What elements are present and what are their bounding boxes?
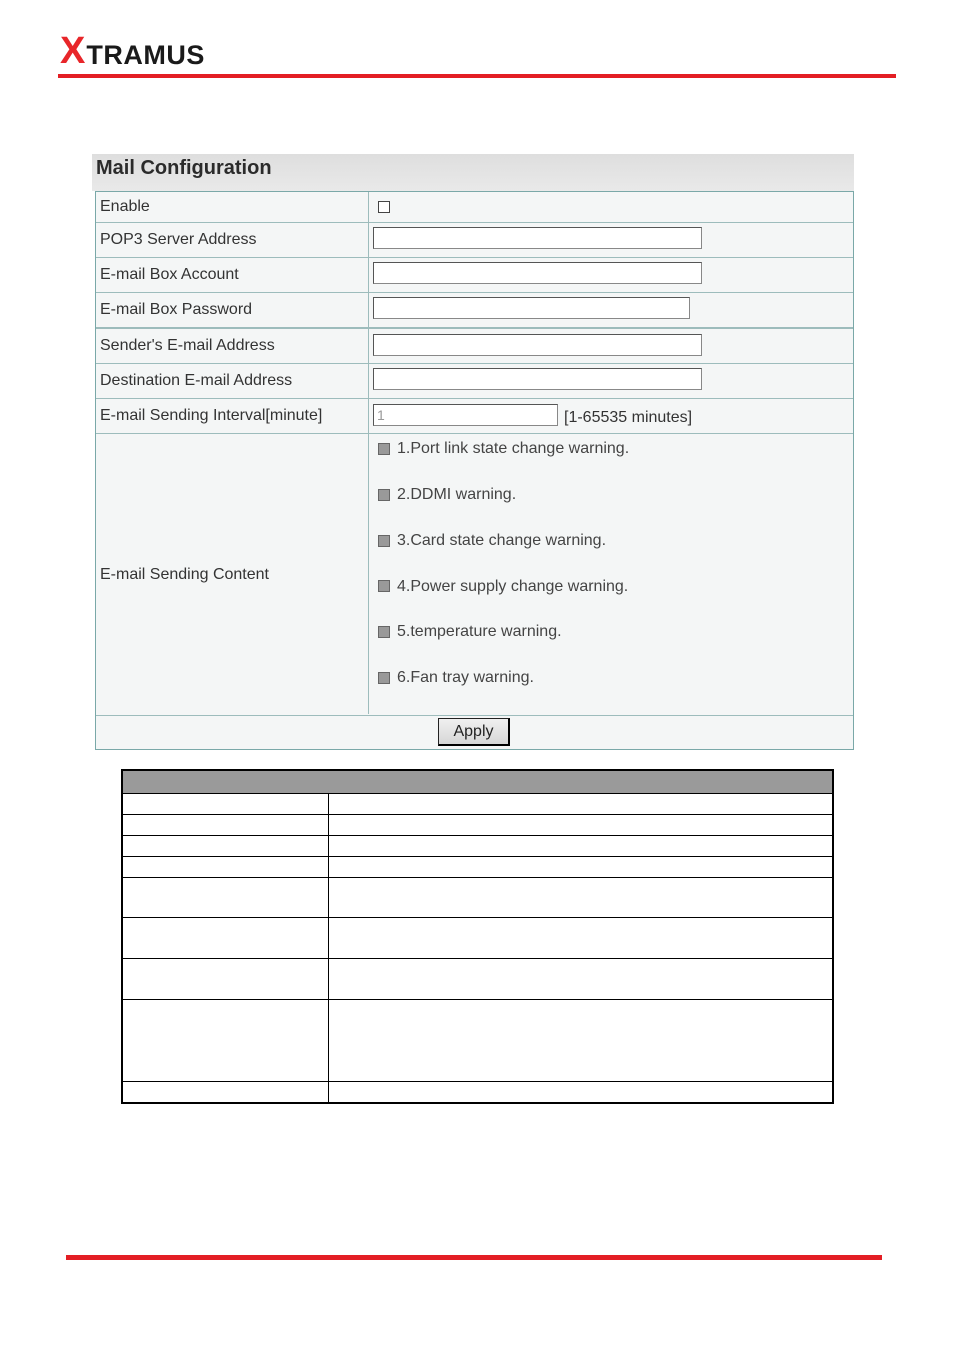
footer-divider	[66, 1255, 882, 1260]
config-table	[95, 191, 854, 750]
content-option-label: 1.Port link state change warning.	[397, 440, 630, 457]
mail-configuration-panel	[92, 154, 854, 749]
table-row	[123, 878, 832, 918]
content-option-checkbox[interactable]	[378, 672, 390, 684]
row-enable	[96, 192, 853, 223]
description-table-header	[123, 771, 832, 794]
sending-content-label: E-mail Sending Content	[100, 566, 269, 583]
sending-interval-label: E-mail Sending Interval[minute]	[100, 407, 323, 424]
sending-interval-range: [1-65535 minutes]	[564, 409, 693, 426]
content-option-checkbox[interactable]	[378, 443, 390, 455]
content-option-checkbox[interactable]	[378, 489, 390, 501]
table-row	[123, 1000, 832, 1082]
content-option-label: 5.temperature warning.	[397, 623, 562, 640]
table-row	[123, 836, 832, 857]
apply-button[interactable]: Apply	[438, 718, 510, 746]
header-divider	[58, 74, 896, 78]
row-email-box-password	[96, 293, 853, 329]
destination-address-input[interactable]	[373, 368, 702, 390]
description-table	[121, 769, 834, 1104]
sender-address-label: Sender's E-mail Address	[100, 337, 275, 354]
content-option-checkbox[interactable]	[378, 626, 390, 638]
xtramus-logo	[60, 30, 205, 70]
table-row	[123, 815, 832, 836]
table-row	[123, 959, 832, 1000]
pop3-server-input[interactable]	[373, 227, 702, 249]
row-sender-address	[96, 329, 853, 364]
content-option-checkbox[interactable]	[378, 580, 390, 592]
enable-checkbox[interactable]	[378, 201, 390, 213]
email-box-password-input[interactable]	[373, 297, 690, 319]
table-row	[123, 918, 832, 959]
table-row	[123, 857, 832, 878]
row-destination-address	[96, 364, 853, 399]
table-row	[123, 794, 832, 815]
row-sending-interval	[96, 399, 853, 434]
sender-address-input[interactable]	[373, 334, 702, 356]
content-option-checkbox[interactable]	[378, 535, 390, 547]
row-sending-content	[96, 434, 853, 716]
logo-wordmark: TRAMUS	[86, 40, 205, 70]
email-box-account-label: E-mail Box Account	[100, 266, 239, 283]
enable-label: Enable	[100, 198, 150, 215]
content-option-label: 3.Card state change warning.	[397, 532, 607, 549]
logo-x-mark: X	[60, 30, 86, 72]
page-title: Mail Configuration	[96, 157, 272, 179]
content-option-label: 2.DDMI warning.	[397, 486, 517, 503]
content-option-label: 6.Fan tray warning.	[397, 669, 534, 686]
content-option-label: 4.Power supply change warning.	[397, 578, 629, 595]
sending-interval-input[interactable]: 1	[373, 404, 558, 426]
row-pop3-server	[96, 223, 853, 258]
email-box-account-input[interactable]	[373, 262, 702, 284]
description-column-divider	[328, 794, 329, 1102]
panel-header	[92, 154, 854, 191]
destination-address-label: Destination E-mail Address	[100, 372, 293, 389]
email-box-password-label: E-mail Box Password	[100, 301, 253, 318]
row-email-box-account	[96, 258, 853, 293]
pop3-server-label: POP3 Server Address	[100, 231, 257, 248]
